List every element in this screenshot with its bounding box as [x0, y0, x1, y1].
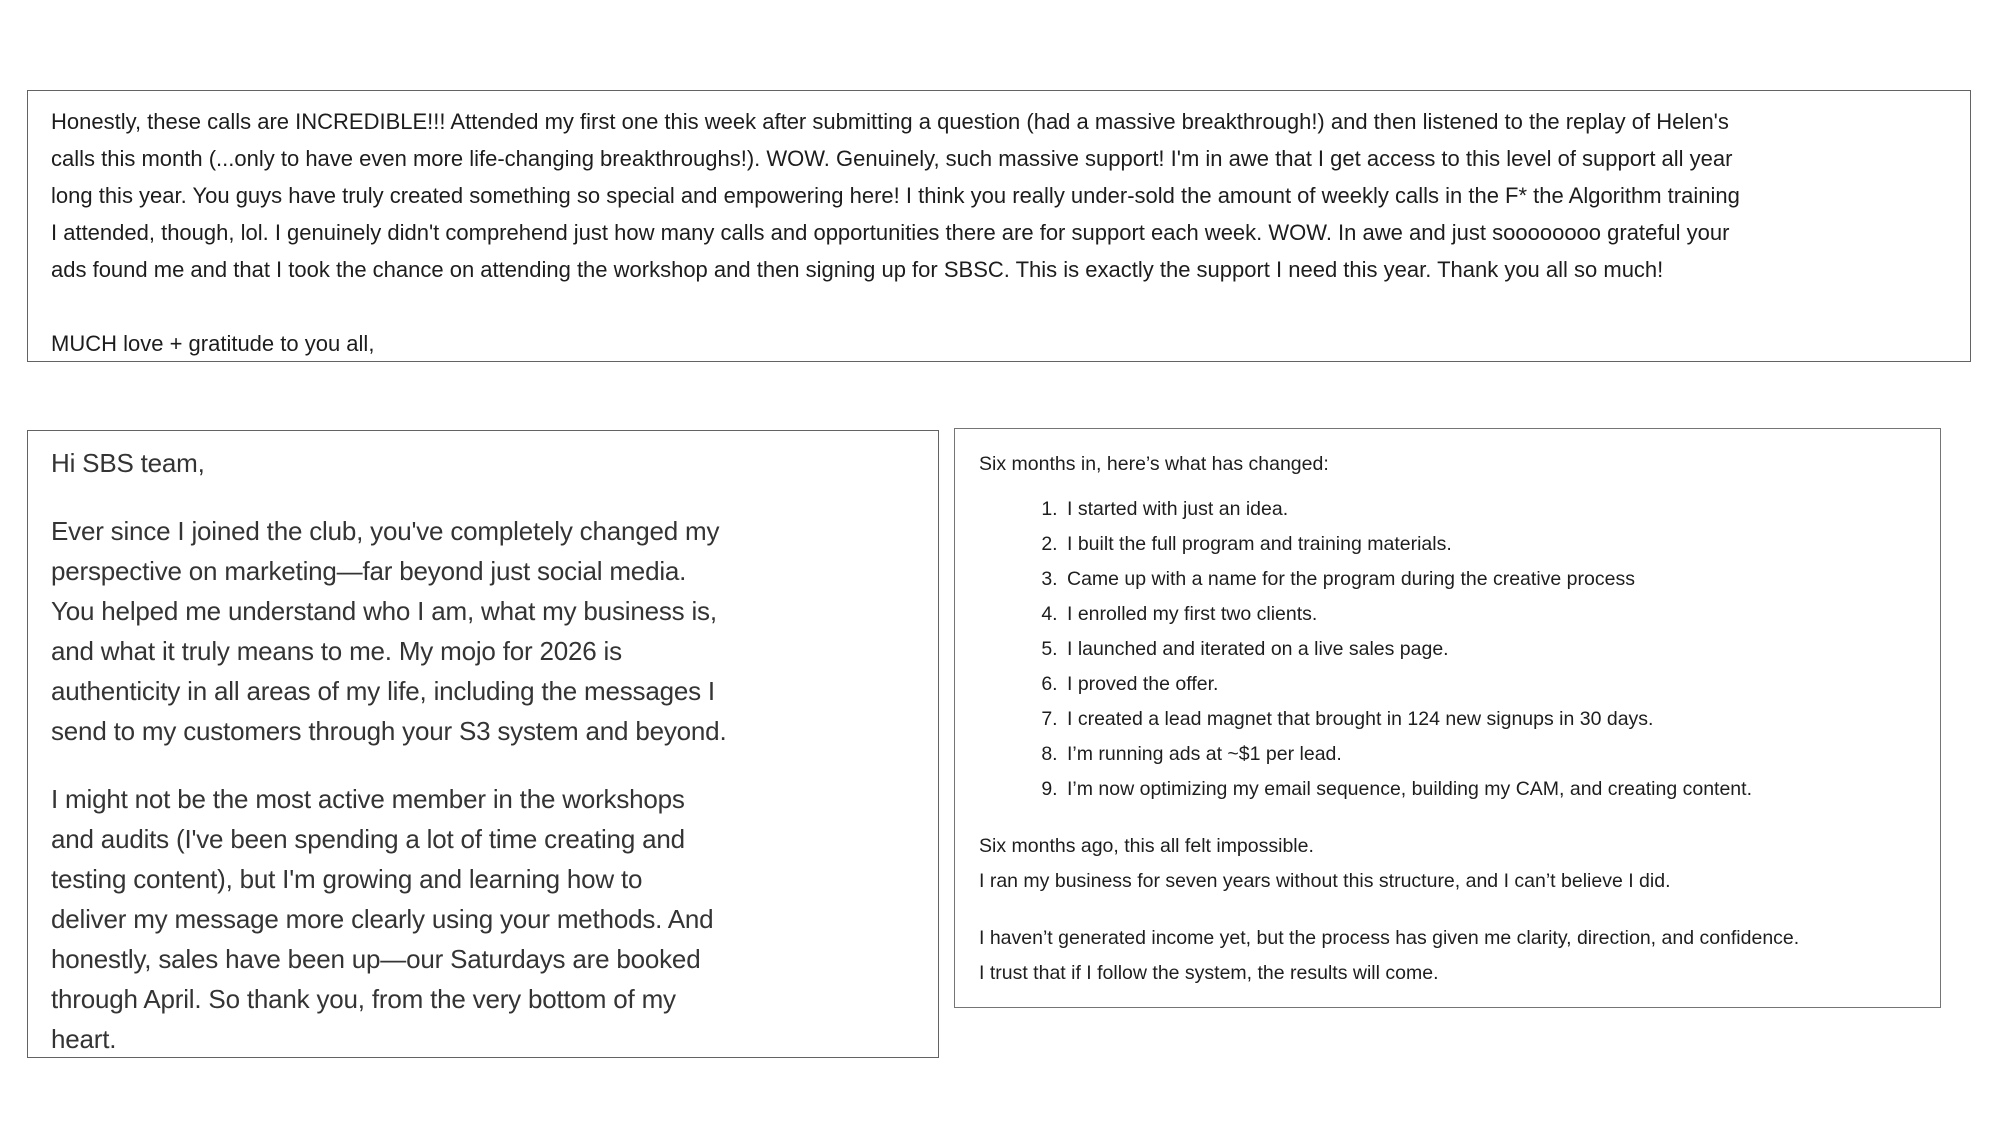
- text-line: and audits (I've been spending a lot of time creating and: [51, 824, 685, 854]
- milestone-list-item: 7. I created a lead magnet that brought in 124 new signups in 30 days.: [1063, 702, 1920, 737]
- text-line: testing content), but I'm growing and learning how to: [51, 864, 643, 894]
- milestone-list-item: 2. I built the full program and training materials.: [1063, 527, 1920, 562]
- text-line: long this year. You guys have truly created something so special and empowering here! I think you really under-sold the amount of weekly calls in the F* the Algorithm training: [51, 183, 1740, 208]
- testimonial-top-paragraph: [51, 103, 1946, 288]
- text-line: You helped me understand who I am, what my business is,: [51, 596, 717, 626]
- milestones-numbered-list: [979, 492, 1920, 807]
- testimonial-box-right: [954, 428, 1941, 1008]
- testimonial-left-greeting: Hi SBS team,: [51, 448, 205, 478]
- text-line: Honestly, these calls are INCREDIBLE!!! Attended my first one this week after submitting a question (had a massive breakthrough!) and then listened to the replay of Helen's: [51, 109, 1729, 134]
- text-line: I ran my business for seven years without this structure, and I can’t believe I did.: [979, 870, 1671, 892]
- text-line: honestly, sales have been up—our Saturdays are booked: [51, 944, 701, 974]
- text-line: Six months ago, this all felt impossible.: [979, 835, 1314, 857]
- milestone-list-item: 1. I started with just an idea.: [1063, 492, 1920, 527]
- text-line: and what it truly means to me. My mojo for 2026 is: [51, 636, 622, 666]
- milestone-list-item: 5. I launched and iterated on a live sales page.: [1063, 632, 1920, 667]
- text-line: through April. So thank you, from the very bottom of my: [51, 984, 676, 1014]
- text-line: authenticity in all areas of my life, including the messages I: [51, 676, 715, 706]
- milestone-list-item: 4. I enrolled my first two clients.: [1063, 597, 1920, 632]
- text-line: calls this month (...only to have even more life-changing breakthroughs!). WOW. Genuinely, such massive support! I'm in awe that I get access to this level of support all year: [51, 146, 1733, 171]
- testimonial-right-reflection: [979, 829, 1920, 899]
- milestone-list-item: 3. Came up with a name for the program during the creative process: [1063, 562, 1920, 597]
- testimonial-right-closing: [979, 921, 1920, 991]
- testimonial-left-paragraph-2: [51, 779, 920, 1059]
- text-line: I might not be the most active member in the workshops: [51, 784, 685, 814]
- text-line: I attended, though, lol. I genuinely didn't comprehend just how many calls and opportunities there are for support each week. WOW. In awe and just soooooooo grateful your: [51, 220, 1730, 245]
- testimonial-left-paragraph-1: [51, 511, 920, 751]
- text-line: send to my customers through your S3 system and beyond.: [51, 716, 727, 746]
- text-line: perspective on marketing—far beyond just social media.: [51, 556, 687, 586]
- text-line: I haven’t generated income yet, but the process has given me clarity, direction, and confidence.: [979, 927, 1800, 949]
- milestone-list-item: 9. I’m now optimizing my email sequence, building my CAM, and creating content.: [1063, 772, 1920, 807]
- text-line: I trust that if I follow the system, the results will come.: [979, 962, 1439, 984]
- testimonial-box-top: [27, 90, 1971, 362]
- testimonial-right-intro: Six months in, here’s what has changed:: [979, 453, 1329, 475]
- milestone-list-item: 6. I proved the offer.: [1063, 667, 1920, 702]
- text-line: deliver my message more clearly using your methods. And: [51, 904, 714, 934]
- text-line: Ever since I joined the club, you've completely changed my: [51, 516, 720, 546]
- milestone-list-item: 8. I’m running ads at ~$1 per lead.: [1063, 737, 1920, 772]
- testimonial-top-signoff: MUCH love + gratitude to you all,: [51, 331, 375, 356]
- text-line: heart.: [51, 1024, 117, 1054]
- text-line: ads found me and that I took the chance on attending the workshop and then signing up for SBSC. This is exactly the support I need this year. Thank you all so much!: [51, 257, 1664, 282]
- testimonial-box-left: [27, 430, 939, 1058]
